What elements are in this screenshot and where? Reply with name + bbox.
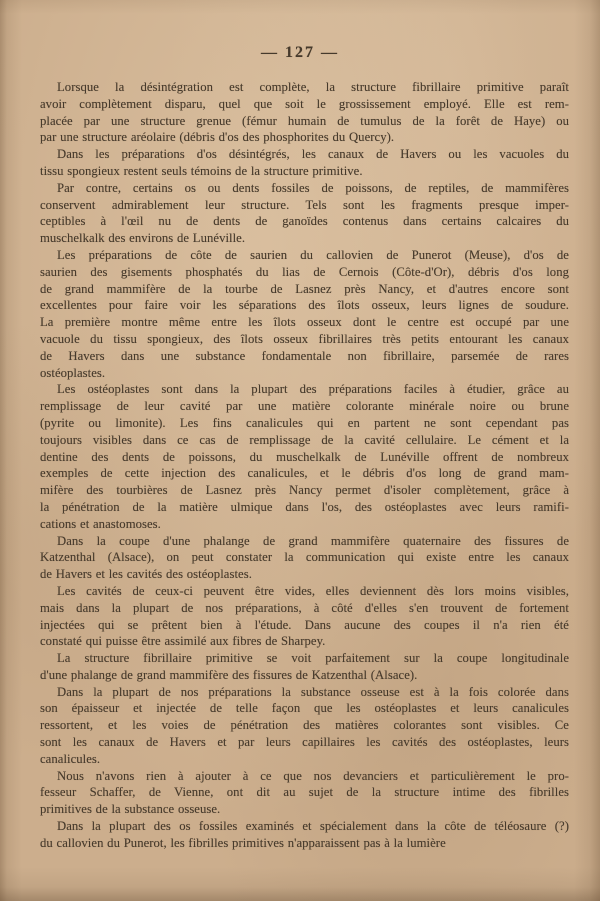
paragraph — [40, 684, 569, 768]
text-line: Les ostéoplastes sont dans la plupart des préparations faciles à étudier, grâce au — [57, 382, 569, 397]
text-line: mais dans la plupart de nos préparations, à côté d'elles s'en trouvent de fortement — [40, 600, 569, 615]
text-line: ceptibles à l'œil nu de dents de ganoïdes contenus dans certains calcaires du — [40, 214, 569, 229]
text-line: (pyrite ou limonite). Les fins canalicules qui en partent ne sont cependant pas — [40, 415, 569, 430]
text-line: conservent admirablement leur structure. Tels sont les fragments presque imper- — [40, 197, 569, 212]
paragraph — [40, 768, 569, 818]
text-line: vacuole du tissu spongieux, des îlots osseux fibrillaires très petits entourant les canaux — [40, 331, 569, 346]
text-line: son épaisseur et injectée de telle façon que les ostéoplastes et leurs canalicules — [40, 701, 569, 716]
text-line: avoir complètement disparu, quel que soit le grossissement employé. Elle est rem- — [40, 96, 569, 111]
text-line: du callovien du Punerot, les fibrilles primitives n'apparaissent pas à la lumière — [40, 835, 446, 850]
text-line: cations et anastomoses. — [40, 516, 161, 531]
paragraph — [40, 381, 569, 532]
text-line: de grand mammifère de la tourbe de Lasnez près Nancy, et d'autres encore sont — [40, 281, 569, 296]
text-line: sont les canaux de Havers et par leurs capillaires les cavités des ostéoplastes, leurs — [40, 735, 569, 750]
paragraph — [40, 247, 569, 381]
text-line: Par contre, certains os ou dents fossiles de poissons, de reptiles, de mammifères — [57, 180, 569, 195]
paragraph — [40, 533, 569, 583]
text-line: Les préparations de côte de saurien du callovien de Punerot (Meuse), d'os de — [57, 247, 569, 262]
text-line: saurien des gisements phosphatés du lias de Cernois (Côte-d'Or), débris d'os long — [40, 264, 569, 279]
text-line: La première montre même entre les îlots osseux dont le centre est occupé par une — [40, 315, 569, 330]
paragraph — [40, 583, 569, 650]
page-text — [40, 79, 569, 852]
text-line: Nous n'avons rien à ajouter à ce que nos devanciers et particulièrement le pro- — [57, 768, 569, 783]
text-line: Lorsque la désintégration est complète, la structure fibrillaire primitive paraît — [57, 80, 569, 94]
text-line: La structure fibrillaire primitive se voit parfaitement sur la coupe longitudinale — [57, 651, 569, 666]
paragraph — [40, 818, 569, 852]
text-line: la pénétration de la matière ulmique dans l'os, des ostéoplastes avec leurs ramifi- — [40, 499, 569, 514]
text-line: injectées qui se prêtent bien à l'étude. Dans aucune des coupes il n'a rien été — [40, 617, 569, 632]
paragraph — [40, 146, 569, 180]
text-line: exemples de cette injection des canalicules, et le débris d'os long de grand mam- — [40, 466, 569, 481]
text-line: Dans la plupart des os fossiles examinés et spécialement dans la côte de téléosaure (?) — [57, 819, 569, 834]
text-line: remplissage de leur cavité par une matière colorante minérale noire ou brune — [40, 399, 569, 414]
text-line: Katzenthal (Alsace), on peut constater la communication qui existe entre les canaux — [40, 550, 569, 565]
text-line: toujours visibles dans ce cas de remplissage de la cavité cellulaire. Le cément et la — [40, 432, 569, 447]
text-line: mifère des tourbières de Lasnez près Nancy permet d'isoler complètement, grâce à — [40, 483, 569, 498]
text-line: par une structure aréolaire (débris d'os des phosphorites du Quercy). — [40, 130, 395, 145]
paragraph — [40, 650, 569, 684]
text-line: ostéoplastes. — [40, 365, 106, 380]
text-line: Dans les préparations d'os désintégrés, les canaux de Havers ou les vacuoles du — [57, 147, 569, 162]
text-line: de Havers et les cavités des ostéoplastes. — [40, 567, 252, 582]
text-line: de Havers dans une substance fondamentale non fibrillaire, parsemée de rares — [40, 348, 569, 363]
text-line: d'une phalange de grand mammifère des fissures de Katzenthal (Alsace). — [40, 667, 418, 682]
text-line: Dans la coupe d'une phalange de grand mammifère quaternaire des fissures de — [57, 533, 569, 548]
text-line: primitives de la substance osseuse. — [40, 802, 221, 817]
text-line: tissu spongieux restent seuls témoins de la structure primitive. — [40, 163, 363, 178]
text-line: excellentes pour faire voir les séparations des îlots osseux, leurs lignes de soudure. — [40, 298, 569, 313]
text-line: Les cavités de ceux-ci peuvent être vides, elles deviennent dès lors moins visibles, — [57, 583, 569, 598]
text-line: ressortent, et les voies de pénétration des matières colorantes sont visibles. Ce — [40, 718, 569, 733]
paragraph — [40, 180, 569, 247]
text-line: muschelkalk des environs de Lunéville. — [40, 231, 246, 246]
paragraph — [40, 79, 569, 146]
text-line: constaté qui puisse être assimilé aux fibres de Sharpey. — [40, 634, 326, 649]
text-line: placée par une structure grenue (fémur humain de tumulus de la forêt de Haye) ou — [40, 113, 569, 128]
text-line: Dans la plupart de nos préparations la substance osseuse est à la fois colorée dans — [57, 684, 569, 699]
page-number: — 127 — — [261, 44, 339, 61]
text-line: dentine des dents de poissons, du muschelkalk de Lunéville offrent de nombreux — [40, 449, 569, 464]
text-line: fesseur Schaffer, de Vienne, ont dit au sujet de la structure intime des fibrilles — [40, 785, 569, 800]
text-line: canalicules. — [40, 751, 101, 766]
